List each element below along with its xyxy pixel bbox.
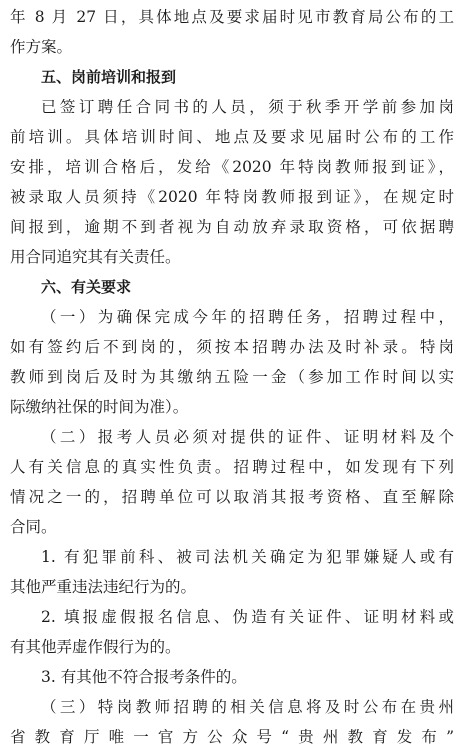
paragraph-line: （三）特岗教师招聘的相关信息将及时公布在贵州 — [41, 698, 454, 716]
paragraph-line: 教师到岗后及时为其缴纳五险一金（参加工作时间以实 — [10, 368, 454, 386]
paragraph-line: 省教育厅唯一官方公众号“贵州教育发布” — [10, 728, 454, 746]
paragraph-line: 年 8 月 27 日，具体地点及要求届时见市教育局公布的工 — [10, 8, 454, 26]
paragraph-line: 合同。 — [10, 518, 57, 536]
paragraph-line: 用合同追究其有关责任。 — [10, 248, 181, 266]
paragraph-line: 2. 填报虚假报名信息、伪造有关证件、证明材料或 — [41, 608, 454, 626]
paragraph-line: 如有签约后不到岗的，须按本招聘办法及时补录。特岗 — [10, 338, 454, 356]
paragraph-line: 1. 有犯罪前科、被司法机关确定为犯罪嫌疑人或有 — [41, 548, 454, 566]
paragraph-line: 情况之一的，招聘单位可以取消其报考资格、直至解除 — [10, 488, 454, 506]
paragraph-line: 前培训。具体培训时间、地点及要求见届时公布的工作 — [10, 128, 454, 146]
paragraph-line: 间报到，逾期不到者视为自动放弃录取资格，可依据聘 — [10, 218, 454, 236]
section-heading: 六、有关要求 — [41, 278, 132, 296]
document-body — [10, 2, 454, 752]
paragraph-line: 作方案。 — [10, 38, 73, 56]
paragraph-line: 人有关信息的真实性负责。招聘过程中，如发现有下列 — [10, 458, 454, 476]
paragraph-line: （一）为确保完成今年的招聘任务，招聘过程中， — [41, 308, 454, 326]
paragraph-line: 已签订聘任合同书的人员，须于秋季开学前参加岗 — [41, 98, 454, 116]
paragraph-line: 安排，培训合格后，发给《2020 年特岗教师报到证》， — [10, 158, 454, 176]
paragraph-line: （二）报考人员必须对提供的证件、证明材料及个 — [41, 428, 454, 446]
paragraph-line: 被录取人员须持《2020 年特岗教师报到证》，在规定时 — [10, 188, 454, 206]
paragraph-line: 有其他弄虚作假行为的。 — [10, 638, 181, 656]
section-heading: 五、岗前培训和报到 — [41, 68, 177, 86]
paragraph-line: 3. 有其他不符合报考条件的。 — [41, 668, 247, 686]
paragraph-line: 其他严重违法违纪行为的。 — [10, 578, 197, 596]
paragraph-line: 际缴纳社保的时间为准）。 — [10, 398, 189, 416]
